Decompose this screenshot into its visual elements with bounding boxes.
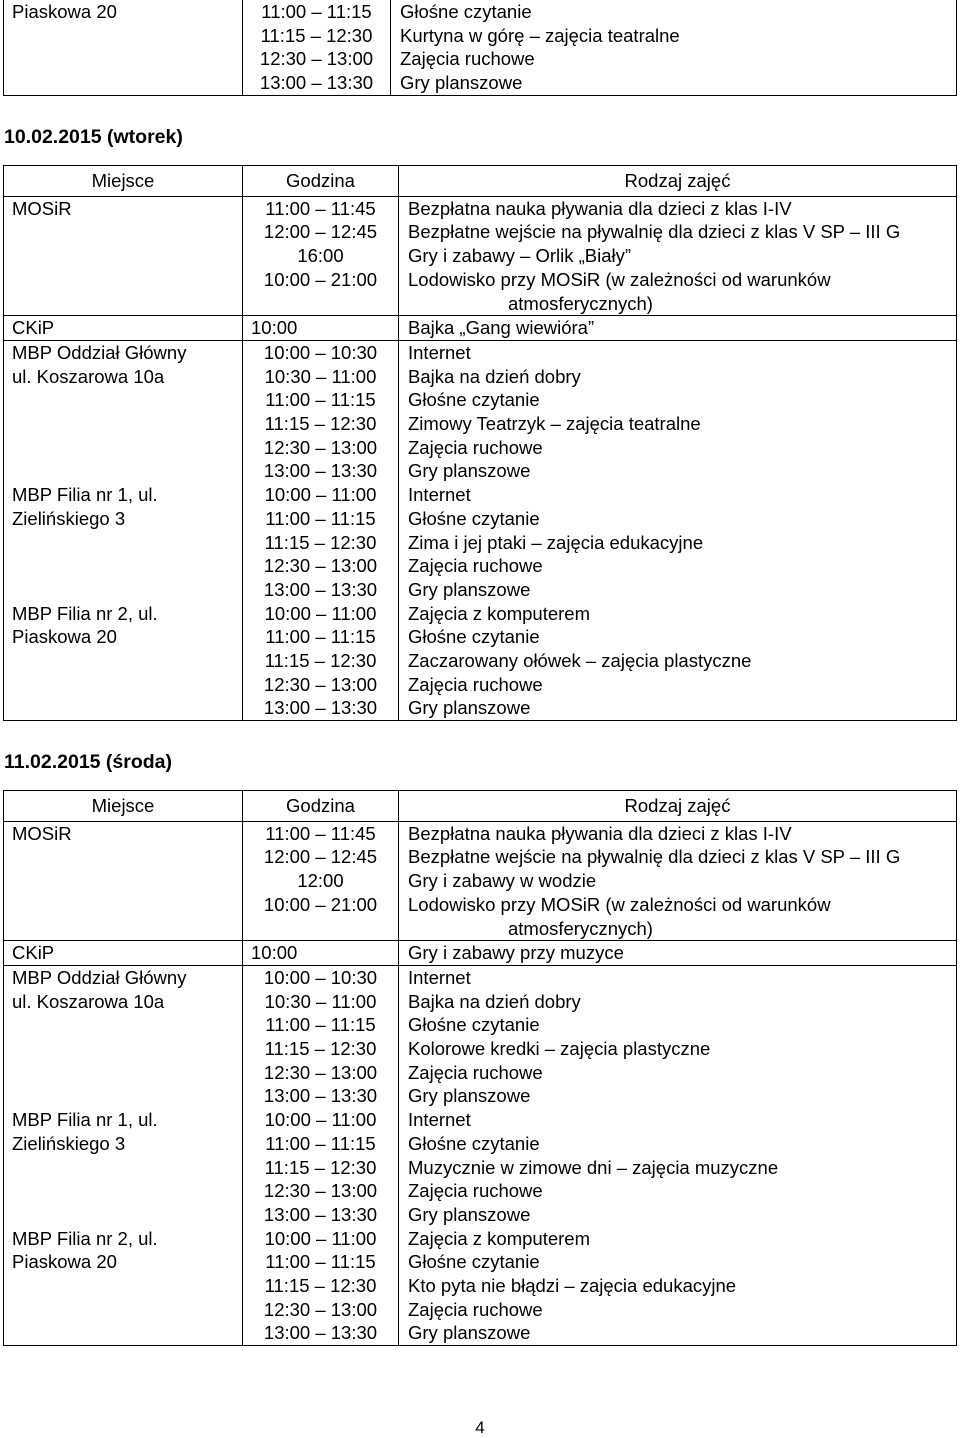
- place-line: Piaskowa 20: [12, 626, 117, 648]
- activity-line: Zajęcia ruchowe: [408, 673, 543, 695]
- activity-line: Gry planszowe: [408, 460, 531, 482]
- table-row: [4, 602, 957, 721]
- time-line: 12:30 – 13:00: [259, 48, 374, 70]
- time-line: 12:30 – 13:00: [263, 1298, 378, 1320]
- activity-line: Gry planszowe: [408, 578, 531, 600]
- activity-line: Głośne czytanie: [400, 1, 532, 22]
- time-line: 10:00 – 11:00: [264, 602, 377, 624]
- table-header-row: [4, 166, 957, 197]
- activity-line: Głośne czytanie: [408, 389, 540, 411]
- day-heading: 10.02.2015 (wtorek): [4, 126, 183, 148]
- place-cell: [4, 602, 243, 721]
- activity-cell: [399, 941, 957, 966]
- place-cell: [4, 316, 243, 341]
- place-line: MBP Filia nr 1, ul.: [12, 484, 158, 506]
- column-header-activity: Rodzaj zajęć: [399, 166, 957, 197]
- column-header-place: Miejsce: [4, 166, 243, 197]
- time-line: 10:30 – 11:00: [264, 365, 377, 387]
- activity-line-continued: atmosferycznych): [508, 292, 653, 314]
- time-line: 13:00 – 13:30: [263, 1322, 378, 1344]
- place-line: MBP Oddział Główny: [12, 966, 187, 988]
- time-line: 10:00 – 11:00: [264, 1227, 377, 1249]
- activity-cell: [399, 965, 957, 1108]
- activity-line: Internet: [408, 484, 471, 506]
- activity-line: Zajęcia ruchowe: [408, 1298, 543, 1320]
- table-row: [4, 1227, 957, 1346]
- activity-cell: [399, 602, 957, 721]
- place-line: ul. Koszarowa 10a: [12, 365, 165, 387]
- activity-line: Gry planszowe: [408, 1322, 531, 1344]
- time-line: 10:00: [251, 942, 298, 964]
- time-line: 12:00 – 12:45: [263, 846, 378, 868]
- page-number: 4: [475, 1418, 485, 1437]
- time-line: 12:30 – 13:00: [263, 436, 378, 458]
- activity-cell: [399, 1227, 957, 1346]
- activity-line: Lodowisko przy MOSiR (w zależności od warunków: [408, 893, 831, 915]
- place-cell: [4, 0, 243, 95]
- time-line: 11:00 – 11:15: [265, 1014, 376, 1036]
- time-line: 16:00: [297, 245, 344, 267]
- time-line: 10:00: [251, 317, 298, 339]
- activity-cell: [399, 483, 957, 602]
- time-line: 10:30 – 11:00: [264, 990, 377, 1012]
- activity-line: Internet: [408, 341, 471, 363]
- activity-line: Zaczarowany ołówek – zajęcia plastyczne: [408, 650, 752, 672]
- time-cell: [243, 1227, 399, 1346]
- table-row: [4, 0, 957, 95]
- place-cell: [4, 1227, 243, 1346]
- time-cell: [243, 316, 399, 341]
- place-line: CKiP: [12, 942, 55, 964]
- activity-line: Gry i zabawy w wodzie: [408, 870, 597, 892]
- table-row: [4, 821, 957, 941]
- activity-line: Internet: [408, 966, 471, 988]
- time-line: 11:15 – 12:30: [264, 413, 377, 435]
- time-line: 10:00 – 21:00: [263, 268, 378, 290]
- activity-line: Lodowisko przy MOSiR (w zależności od warunków: [408, 268, 831, 290]
- activity-line: Głośne czytanie: [408, 626, 540, 648]
- time-line: 11:00 – 11:15: [261, 1, 372, 22]
- time-cell: [243, 941, 399, 966]
- time-line: 11:15 – 12:30: [264, 1156, 377, 1178]
- activity-line: Zajęcia ruchowe: [408, 1180, 543, 1202]
- time-cell: [243, 340, 399, 483]
- activity-line: Głośne czytanie: [408, 1251, 540, 1273]
- activity-line: Gry planszowe: [408, 1203, 531, 1225]
- activity-line: Gry planszowe: [400, 72, 523, 94]
- time-line: 10:00 – 10:30: [263, 966, 378, 988]
- time-line: 12:00: [297, 870, 344, 892]
- activity-line: Zimowy Teatrzyk – zajęcia teatralne: [408, 413, 701, 435]
- place-cell: [4, 941, 243, 966]
- time-line: 11:15 – 12:30: [264, 1038, 377, 1060]
- schedule-table-continued: [3, 0, 957, 96]
- time-line: 11:00 – 11:45: [265, 197, 376, 219]
- activity-cell: [399, 316, 957, 341]
- place-cell: [4, 340, 243, 483]
- activity-line: Zajęcia ruchowe: [408, 1061, 543, 1083]
- time-line: 13:00 – 13:30: [263, 1203, 378, 1225]
- activity-line: Zima i jej ptaki – zajęcia edukacyjne: [408, 531, 704, 553]
- activity-cell: [399, 1108, 957, 1227]
- column-header-activity: Rodzaj zajęć: [399, 791, 957, 822]
- place-line: Zielińskiego 3: [12, 1132, 126, 1154]
- activity-line: Bezpłatna nauka pływania dla dzieci z klas I-IV: [408, 822, 792, 844]
- activity-line: Bezpłatne wejście na pływalnię dla dzieci z klas V SP – III G: [408, 221, 901, 243]
- activity-line-continued: atmosferycznych): [508, 917, 653, 939]
- activity-line: Bezpłatne wejście na pływalnię dla dzieci z klas V SP – III G: [408, 846, 901, 868]
- time-line: 11:00 – 11:15: [265, 1132, 376, 1154]
- column-header-place: Miejsce: [4, 791, 243, 822]
- table-row: [4, 1108, 957, 1227]
- place-cell: [4, 965, 243, 1108]
- column-header-time: Godzina: [243, 166, 399, 197]
- place-line: MBP Filia nr 2, ul.: [12, 602, 158, 624]
- time-cell: [243, 602, 399, 721]
- time-cell: [243, 196, 399, 316]
- activity-line: Zajęcia ruchowe: [400, 48, 535, 70]
- activity-line: Zajęcia ruchowe: [408, 436, 543, 458]
- table-row: [4, 941, 957, 966]
- time-line: 11:15 – 12:30: [264, 650, 377, 672]
- time-line: 13:00 – 13:30: [259, 72, 374, 94]
- time-cell: [243, 821, 399, 941]
- activity-line: Muzycznie w zimowe dni – zajęcia muzyczne: [408, 1156, 779, 1178]
- activity-cell: [391, 0, 957, 95]
- activity-line: Zajęcia z komputerem: [408, 1227, 590, 1249]
- time-line: 11:15 – 12:30: [260, 24, 373, 46]
- activity-line: Bajka „Gang wiewióra”: [408, 317, 595, 339]
- place-line: MOSiR: [12, 822, 72, 844]
- activity-line: Internet: [408, 1109, 471, 1131]
- activity-line: Bajka na dzień dobry: [408, 990, 581, 1012]
- time-line: 13:00 – 13:30: [263, 460, 378, 482]
- activity-line: Kolorowe kredki – zajęcia plastyczne: [408, 1038, 711, 1060]
- time-line: 11:00 – 11:15: [265, 1251, 376, 1273]
- time-line: 10:00 – 10:30: [263, 341, 378, 363]
- place-line: Piaskowa 20: [12, 1, 117, 22]
- place-cell: [4, 1108, 243, 1227]
- time-line: 13:00 – 13:30: [263, 1085, 378, 1107]
- time-line: 10:00 – 11:00: [264, 1109, 377, 1131]
- place-line: MOSiR: [12, 197, 72, 219]
- place-cell: [4, 196, 243, 316]
- activity-line: Zajęcia ruchowe: [408, 555, 543, 577]
- activity-line: Głośne czytanie: [408, 1132, 540, 1154]
- activity-line: Głośne czytanie: [408, 1014, 540, 1036]
- time-line: 13:00 – 13:30: [263, 578, 378, 600]
- time-cell: [243, 0, 391, 95]
- table-row: [4, 965, 957, 1108]
- time-line: 11:15 – 12:30: [264, 1275, 377, 1297]
- time-cell: [243, 1108, 399, 1227]
- time-line: 10:00 – 11:00: [264, 484, 377, 506]
- column-header-time: Godzina: [243, 791, 399, 822]
- activity-cell: [399, 821, 957, 941]
- table-row: [4, 340, 957, 483]
- place-line: MBP Filia nr 2, ul.: [12, 1227, 158, 1249]
- time-line: 10:00 – 21:00: [263, 893, 378, 915]
- activity-line: Gry planszowe: [408, 697, 531, 719]
- place-line: Piaskowa 20: [12, 1251, 117, 1273]
- activity-line: Kto pyta nie błądzi – zajęcia edukacyjne: [408, 1275, 737, 1297]
- table-row: [4, 316, 957, 341]
- schedule-table-day1: [3, 165, 957, 721]
- activity-cell: [399, 196, 957, 316]
- place-line: MBP Filia nr 1, ul.: [12, 1109, 158, 1131]
- activity-line: Bezpłatna nauka pływania dla dzieci z klas I-IV: [408, 197, 792, 219]
- place-line: CKiP: [12, 317, 55, 339]
- time-line: 12:00 – 12:45: [263, 221, 378, 243]
- time-line: 11:00 – 11:15: [265, 626, 376, 648]
- activity-line: Gry i zabawy przy muzyce: [408, 942, 624, 964]
- place-line: Zielińskiego 3: [12, 507, 126, 529]
- table-row: [4, 483, 957, 602]
- activity-line: Gry i zabawy – Orlik „Biały”: [408, 245, 632, 267]
- activity-line: Bajka na dzień dobry: [408, 365, 581, 387]
- activity-line: Kurtyna w górę – zajęcia teatralne: [400, 24, 680, 46]
- time-line: 11:15 – 12:30: [264, 531, 377, 553]
- activity-cell: [399, 340, 957, 483]
- time-line: 12:30 – 13:00: [263, 555, 378, 577]
- time-line: 12:30 – 13:00: [263, 1180, 378, 1202]
- table-header-row: [4, 791, 957, 822]
- time-line: 12:30 – 13:00: [263, 1061, 378, 1083]
- time-cell: [243, 965, 399, 1108]
- time-line: 13:00 – 13:30: [263, 697, 378, 719]
- schedule-table-day2: [3, 790, 957, 1346]
- place-line: ul. Koszarowa 10a: [12, 990, 165, 1012]
- time-line: 11:00 – 11:15: [265, 389, 376, 411]
- day-heading: 11.02.2015 (środa): [4, 751, 173, 773]
- time-cell: [243, 483, 399, 602]
- activity-line: Głośne czytanie: [408, 507, 540, 529]
- activity-line: Zajęcia z komputerem: [408, 602, 590, 624]
- place-line: MBP Oddział Główny: [12, 341, 187, 363]
- time-line: 11:00 – 11:15: [265, 507, 376, 529]
- time-line: 12:30 – 13:00: [263, 673, 378, 695]
- table-row: [4, 196, 957, 316]
- place-cell: [4, 821, 243, 941]
- activity-line: Gry planszowe: [408, 1085, 531, 1107]
- time-line: 11:00 – 11:45: [265, 822, 376, 844]
- place-cell: [4, 483, 243, 602]
